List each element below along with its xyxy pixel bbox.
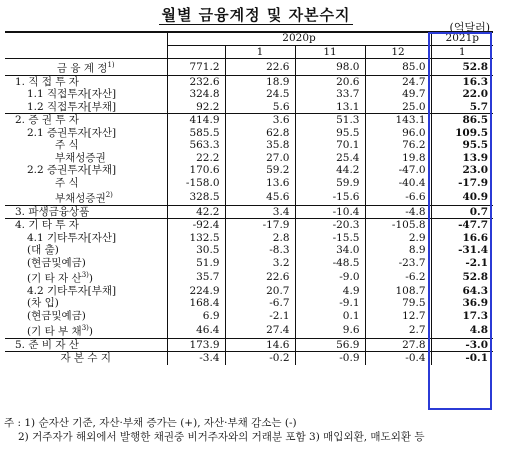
row-label: 자 본 수 지: [60, 352, 112, 365]
cell-annual: 6.9: [167, 310, 225, 323]
row-label: 주 식: [55, 176, 79, 189]
cell-value: 3.4: [225, 205, 295, 219]
cell-annual: 563.3: [167, 139, 225, 152]
cell-value: 4.8: [431, 322, 493, 338]
cell-value: 27.0: [225, 152, 295, 165]
row-label: 2.2 증권투자[부채]: [27, 164, 117, 177]
table-row: [5, 269, 493, 285]
cell-value: -47.0: [365, 164, 431, 177]
cell-value: 70.1: [295, 139, 365, 152]
cell-value: 96.0: [365, 127, 431, 140]
cell-value: 13.6: [225, 177, 295, 190]
cell-value: -17.9: [225, 219, 295, 232]
cell-annual: 132.5: [167, 232, 225, 245]
header-2021: 2021p: [431, 32, 493, 45]
table-row: [5, 164, 493, 177]
unit-label: (억달러): [449, 21, 490, 34]
table-row: [5, 139, 493, 152]
cell-value: -6.2: [365, 269, 431, 285]
cell-value: -15.6: [295, 189, 365, 205]
cell-value: -0.9: [295, 352, 365, 365]
cell-annual: -158.0: [167, 177, 225, 190]
row-label: 1. 직 접 투 자: [15, 75, 79, 88]
cell-annual: 30.5: [167, 244, 225, 257]
row-label: 부채성증권$^{2)}$: [5, 189, 167, 205]
cell-value: 52.8: [431, 269, 493, 285]
cell-annual: 771.2: [167, 59, 225, 76]
table-row: [5, 244, 493, 257]
row-label: 4. 기 타 투 자: [15, 219, 79, 232]
cell-value: 23.0: [431, 164, 493, 177]
cell-value: 20.6: [295, 75, 365, 88]
header-2020: 2020p: [167, 32, 431, 45]
table-row: [5, 59, 493, 76]
cell-value: -2.1: [431, 257, 493, 270]
table-row: [5, 177, 493, 190]
cell-value: 85.0: [365, 59, 431, 76]
cell-value: -6.7: [225, 297, 295, 310]
cell-value: 35.8: [225, 139, 295, 152]
cell-value: 22.6: [225, 59, 295, 76]
cell-value: 17.3: [431, 310, 493, 323]
cell-annual: 22.2: [167, 152, 225, 165]
cell-value: 3.2: [225, 257, 295, 270]
cell-annual: 324.8: [167, 88, 225, 101]
cell-value: -10.4: [295, 205, 365, 219]
header-annual: [167, 45, 225, 59]
cell-value: 14.6: [225, 338, 295, 352]
cell-value: 16.3: [431, 75, 493, 88]
cell-annual: 232.6: [167, 75, 225, 88]
header-month: 1: [431, 45, 493, 59]
cell-value: 25.4: [295, 152, 365, 165]
table-row: [5, 297, 493, 310]
cell-annual: 173.9: [167, 338, 225, 352]
cell-annual: -92.4: [167, 219, 225, 232]
table-row: [5, 285, 493, 298]
financial-account-table: [5, 32, 493, 365]
row-label: (현금및예금): [27, 309, 86, 322]
cell-annual: 92.2: [167, 101, 225, 114]
row-label: (기 타 자 산$^{3)}$): [27, 271, 93, 285]
cell-value: 36.9: [431, 297, 493, 310]
cell-value: -2.1: [225, 310, 295, 323]
cell-value: 16.6: [431, 232, 493, 245]
cell-annual: -3.4: [167, 352, 225, 365]
cell-value: 5.6: [225, 101, 295, 114]
cell-annual: 35.7: [167, 269, 225, 285]
cell-value: 49.7: [365, 88, 431, 101]
cell-value: 27.8: [365, 338, 431, 352]
cell-value: 59.9: [295, 177, 365, 190]
row-label: 주 식: [55, 139, 79, 152]
table-row: [5, 152, 493, 165]
row-label: 2.1 증권투자[자산]: [27, 126, 117, 139]
table-row: [5, 257, 493, 270]
table-row: [5, 101, 493, 114]
table-row: [5, 219, 493, 232]
cell-value: 3.6: [225, 114, 295, 127]
cell-value: 59.2: [225, 164, 295, 177]
cell-annual: 168.4: [167, 297, 225, 310]
cell-value: 34.0: [295, 244, 365, 257]
cell-value: -0.2: [225, 352, 295, 365]
cell-value: 0.1: [295, 310, 365, 323]
row-label: 금 융 계 정$^{1)}$: [5, 59, 167, 76]
cell-value: 95.5: [431, 139, 493, 152]
cell-value: -31.4: [431, 244, 493, 257]
row-label: 2. 증 권 투 자: [15, 114, 79, 127]
cell-value: 108.7: [365, 285, 431, 298]
cell-value: 86.5: [431, 114, 493, 127]
cell-value: 4.9: [295, 285, 365, 298]
cell-annual: 414.9: [167, 114, 225, 127]
page-title: 월별 금융계정 및 자본수지: [161, 6, 351, 24]
footnote-line: 주 : 1) 순자산 기준, 자산·부채 증가는 (+), 자산·부채 감소는 (-): [4, 417, 297, 429]
row-label: (대 출): [27, 244, 59, 257]
cell-value: 8.9: [365, 244, 431, 257]
cell-value: 0.7: [431, 205, 493, 219]
cell-value: -4.8: [365, 205, 431, 219]
table-row: [5, 88, 493, 101]
row-label: 부채성증권: [55, 151, 106, 164]
cell-annual: 585.5: [167, 127, 225, 140]
cell-value: 5.7: [431, 101, 493, 114]
cell-value: -40.4: [365, 177, 431, 190]
row-label: (차 입): [27, 297, 59, 310]
row-label: 3. 파생금융상품: [5, 205, 167, 219]
cell-value: 24.7: [365, 75, 431, 88]
cell-value: -23.7: [365, 257, 431, 270]
table-row: [5, 232, 493, 245]
cell-value: -0.4: [365, 352, 431, 365]
footnotes: [4, 416, 424, 444]
cell-value: -9.0: [295, 269, 365, 285]
cell-value: 62.8: [225, 127, 295, 140]
cell-value: 109.5: [431, 127, 493, 140]
cell-annual: 170.6: [167, 164, 225, 177]
cell-value: -9.1: [295, 297, 365, 310]
cell-value: -15.5: [295, 232, 365, 245]
cell-annual: 224.9: [167, 285, 225, 298]
header-blank: [5, 32, 167, 59]
cell-value: 2.7: [365, 322, 431, 338]
row-label: 5. 준 비 자 산: [5, 338, 167, 352]
cell-annual: 46.4: [167, 322, 225, 338]
cell-value: 19.8: [365, 152, 431, 165]
cell-value: -3.0: [431, 338, 493, 352]
table-row: [5, 338, 493, 352]
cell-value: 33.7: [295, 88, 365, 101]
row-label: 4.2 기타투자[부채]: [27, 284, 117, 297]
table-row: [5, 189, 493, 205]
table-row: [5, 114, 493, 127]
cell-value: 13.1: [295, 101, 365, 114]
row-label: (현금및예금): [27, 256, 86, 269]
table-row: [5, 310, 493, 323]
cell-value: 24.5: [225, 88, 295, 101]
row-label: 4.1 기타투자[자산]: [27, 231, 117, 244]
table-row: [5, 352, 493, 365]
footnote-line: 2) 거주자가 해외에서 발행한 채권중 비거주자와의 거래분 포함 3) 매입외환, 매도외환 등: [18, 431, 425, 443]
cell-value: 13.9: [431, 152, 493, 165]
cell-value: 2.8: [225, 232, 295, 245]
cell-value: 95.5: [295, 127, 365, 140]
header-month: 12: [365, 45, 431, 59]
table-row: [5, 127, 493, 140]
row-label: 1.1 직접투자[자산]: [27, 88, 117, 101]
cell-annual: 42.2: [167, 205, 225, 219]
cell-value: -105.8: [365, 219, 431, 232]
cell-value: 52.8: [431, 59, 493, 76]
cell-value: 12.7: [365, 310, 431, 323]
cell-value: 51.3: [295, 114, 365, 127]
header-month: 1: [225, 45, 295, 59]
cell-value: 45.6: [225, 189, 295, 205]
cell-value: 22.0: [431, 88, 493, 101]
cell-value: -20.3: [295, 219, 365, 232]
cell-value: -48.5: [295, 257, 365, 270]
cell-annual: 328.5: [167, 189, 225, 205]
table-row: [5, 322, 493, 338]
cell-value: -47.7: [431, 219, 493, 232]
cell-value: 20.7: [225, 285, 295, 298]
cell-value: 22.6: [225, 269, 295, 285]
cell-value: -0.1: [431, 352, 493, 365]
cell-value: 27.4: [225, 322, 295, 338]
cell-value: 79.5: [365, 297, 431, 310]
row-label: 1.2 직접투자[부채]: [5, 101, 167, 114]
row-label: (기 타 부 채$^{3)}$): [5, 322, 167, 338]
cell-value: 2.9: [365, 232, 431, 245]
cell-value: 143.1: [365, 114, 431, 127]
cell-value: 56.9: [295, 338, 365, 352]
cell-value: 98.0: [295, 59, 365, 76]
header-month: 11: [295, 45, 365, 59]
cell-value: -6.6: [365, 189, 431, 205]
table-row: [5, 205, 493, 219]
cell-value: 44.2: [295, 164, 365, 177]
cell-value: 76.2: [365, 139, 431, 152]
table-row: [5, 75, 493, 88]
cell-value: 25.0: [365, 101, 431, 114]
cell-value: 64.3: [431, 285, 493, 298]
cell-value: -17.9: [431, 177, 493, 190]
cell-value: 9.6: [295, 322, 365, 338]
cell-value: -8.3: [225, 244, 295, 257]
cell-value: 18.9: [225, 75, 295, 88]
cell-annual: 51.9: [167, 257, 225, 270]
cell-value: 40.9: [431, 189, 493, 205]
